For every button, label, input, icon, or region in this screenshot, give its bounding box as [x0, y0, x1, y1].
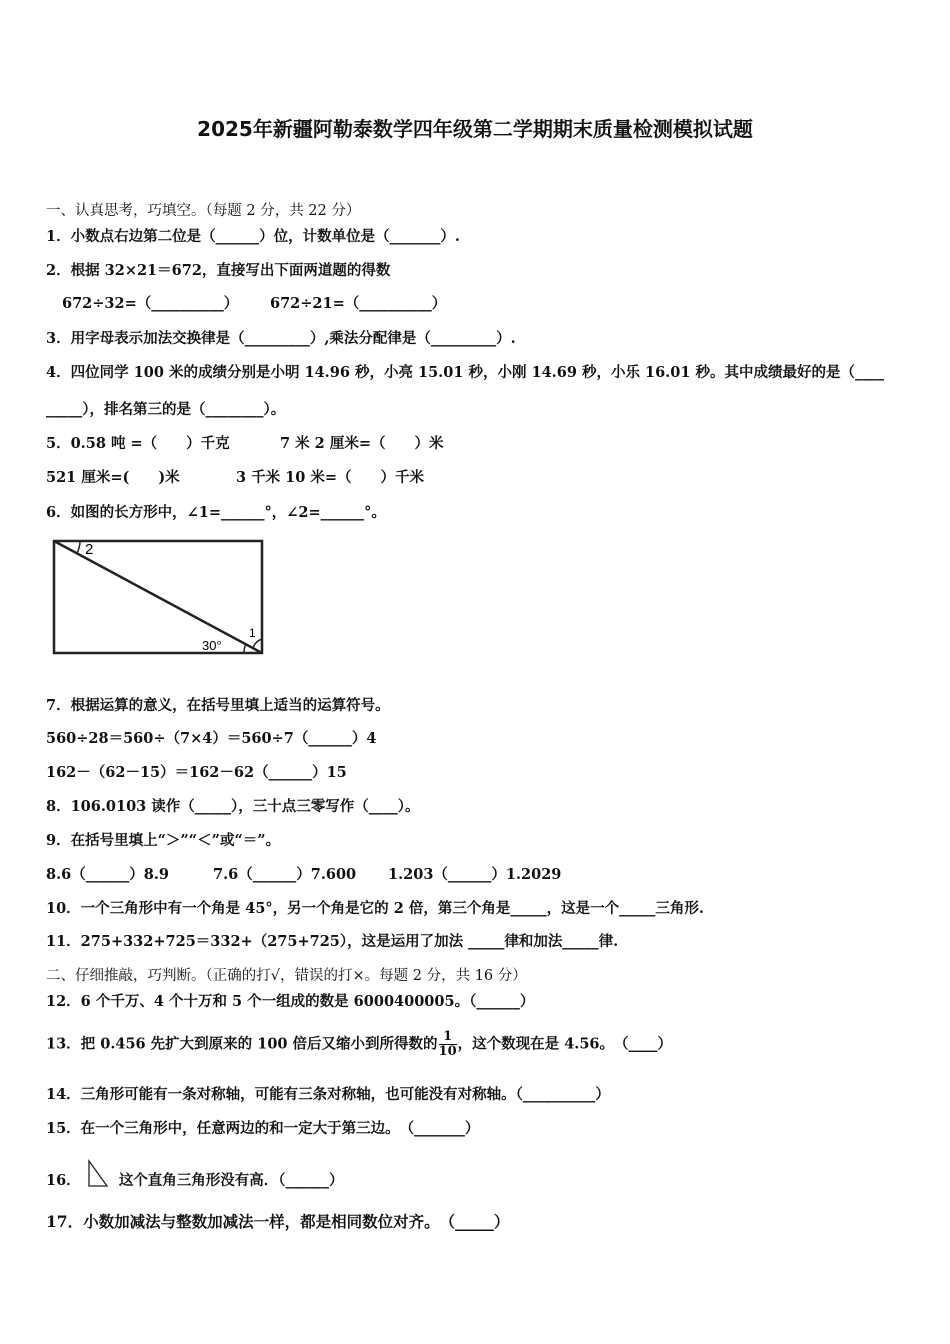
fraction-denominator: 10	[438, 1044, 457, 1059]
question-8: 8．106.0103 读作（_____），三十点三零写作（____）。	[46, 798, 420, 815]
question-7-part-a: 560÷28＝560÷（7×4）＝560÷7（______）4	[46, 730, 377, 747]
question-2-part-a: 672÷32=（__________）	[62, 295, 239, 312]
question-9: 9．在括号里填上“＞”“＜”或“＝”。	[46, 832, 281, 849]
question-14: 14．三角形可能有一条对称轴，可能有三条对称轴，也可能没有对称轴。（__________）	[46, 1086, 610, 1103]
question-5-part-d: 3 千米 10 米=（ ）千米	[236, 469, 425, 486]
question-15: 15．在一个三角形中，任意两边的和一定大于第三边。 （_______）	[46, 1120, 480, 1137]
question-2-part-b: 672÷21=（__________）	[270, 295, 447, 312]
right-triangle-icon	[86, 1159, 110, 1189]
question-9-part-c: 1.203（______）1.2029	[388, 866, 562, 883]
question-16	[46, 1159, 344, 1191]
question-3: 3．用字母表示加法交换律是（_________）,乘法分配律是（_________）.	[46, 330, 516, 347]
question-4-line-2: _____），排名第三的是（________）。	[46, 401, 286, 418]
question-9-part-b: 7.6（______）7.600	[213, 866, 357, 883]
question-5-part-a: 5．0.58 吨 =（ ）千克	[46, 435, 230, 452]
section1-heading: 一、认真思考，巧填空。（每题 2 分，共 22 分）	[46, 203, 361, 219]
page-title: 2025年新疆阿勒泰数学四年级第二学期期末质量检测模拟试题	[197, 117, 753, 141]
angle-1-label: 1	[249, 626, 256, 640]
question-2: 2．根据 32×21＝672，直接写出下面两道题的得数	[46, 262, 391, 279]
question-13-text-post: ，这个数现在是 4.56。 （____）	[457, 1035, 673, 1053]
angle-2-label: 2	[85, 541, 94, 558]
question-12: 12．6 个千万、4 个十万和 5 个一组成的数是 6000400005。（______）	[46, 993, 535, 1010]
question-9-part-a: 8.6（______）8.9	[46, 866, 169, 883]
question-11: 11．275+332+725＝332+（275+725），这是运用了加法 _____律和加法_____律.	[46, 933, 619, 950]
angle-30-label: 30°	[202, 638, 222, 653]
question-7: 7．根据运算的意义，在括号里填上适当的运算符号。	[46, 697, 390, 714]
question-5-part-b: 7 米 2 厘米=（ ）米	[280, 435, 444, 452]
question-6: 6．如图的长方形中，∠1=______°，∠2=______°。	[46, 504, 386, 521]
rectangle-figure	[48, 535, 270, 663]
question-4-line-1: 4．四位同学 100 米的成绩分别是小明 14.96 秒，小亮 15.01 秒，小刚 14.69 秒，小乐 16.01 秒。其中成绩最好的是（____	[46, 364, 884, 381]
question-16-text: 这个直角三角形没有高．（______）	[118, 1172, 344, 1189]
section2-heading: 二、仔细推敲，巧判断。（正确的打√，错误的打×。每题 2 分，共 16 分）	[46, 968, 527, 984]
question-5-part-c: 521 厘米=( )米	[46, 469, 180, 486]
question-7-part-b: 162－（62－15）＝162－62（______）15	[46, 764, 347, 781]
question-16-number: 16．	[46, 1172, 81, 1189]
question-1: 1．小数点右边第二位是（______）位，计数单位是（_______）.	[46, 228, 460, 245]
question-13	[46, 1030, 672, 1059]
question-13-text-pre: 13．把 0.456 先扩大到原来的 100 倍后又缩小到所得数的	[46, 1035, 438, 1053]
fraction-one-tenth	[439, 1030, 457, 1059]
fraction-numerator: 1	[439, 1030, 457, 1045]
question-10: 10．一个三角形中有一个角是 45°，另一个角是它的 2 倍，第三个角是_____，这是一个_____三角形.	[46, 900, 704, 917]
question-17: 17．小数加减法与整数加减法一样，都是相同数位对齐。 （_____）	[46, 1212, 510, 1231]
